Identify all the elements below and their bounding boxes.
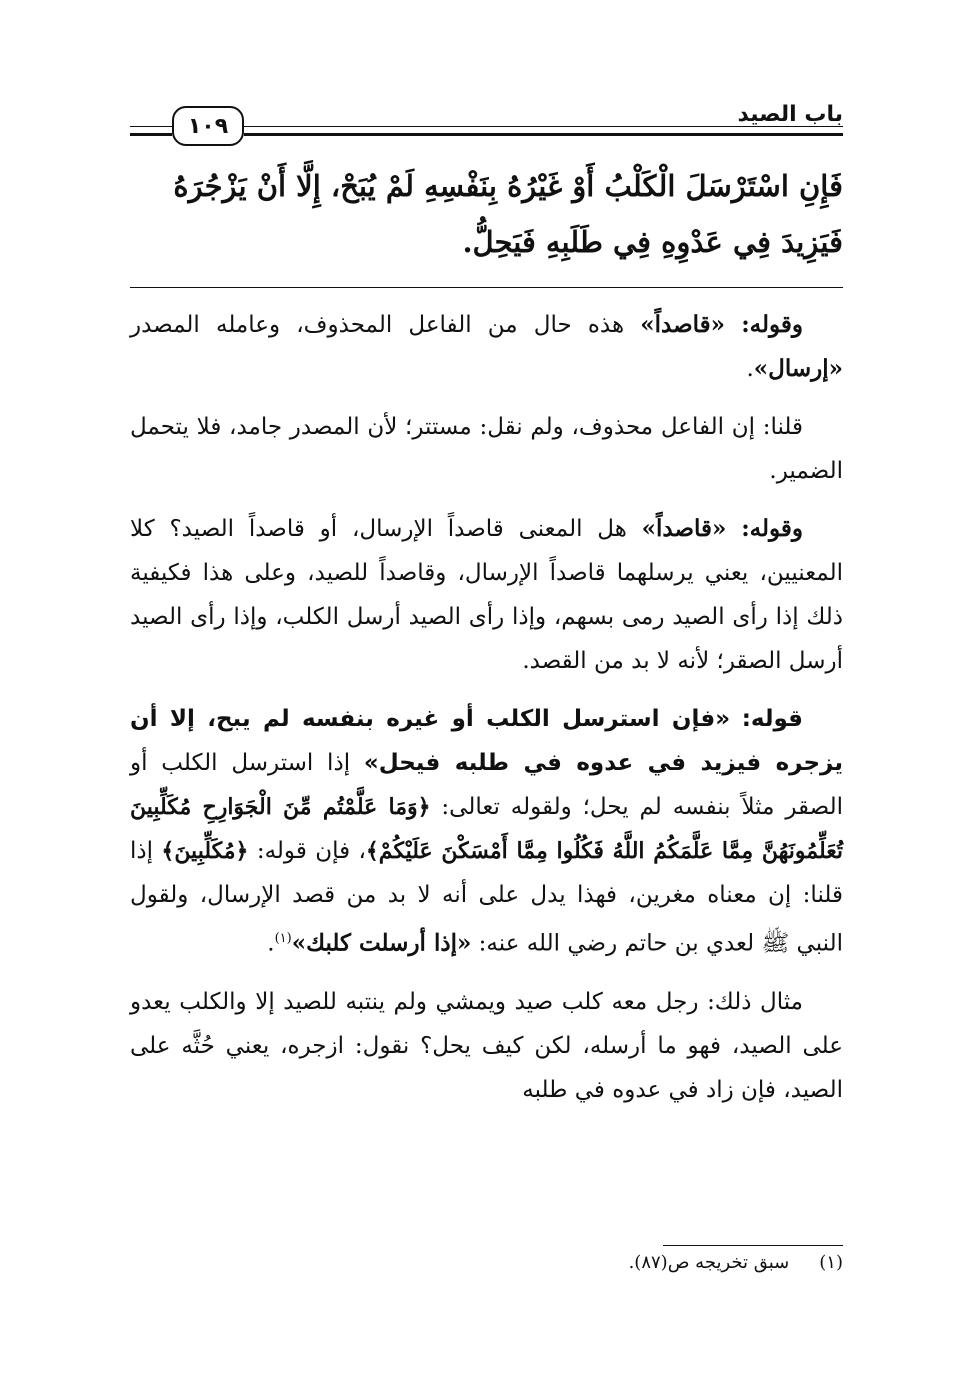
footnote-text: سبق تخريجه ص(٨٧). (628, 1252, 790, 1273)
quoted-term: «قاصداً» (640, 311, 726, 338)
keyword: وقوله: (741, 311, 803, 338)
paragraph-text: مثال ذلك: رجل معه كلب صيد ويمشي ولم ينتبه للصيد إلا والكلب يعدو على الصيد، فهو ما أرسله، لكن كيف يحل؟ نقول: ازجره، يعني حُثَّه على الصيد، فإن زاد في عدوه في طلبه (130, 988, 843, 1103)
paragraph-text: إذا استرسل الكلب أو الصقر مثلاً بنفسه لم يحل؛ ولقوله تعالى: (130, 750, 844, 820)
footnote-rule (663, 1245, 843, 1246)
paragraph-text: إذا قلنا: إن معناه مغرين، فهذا يدل على أنه لا بد من قصد الإرسال، ولقول النبي ﷺ لعدي بن حاتم رضي الله عنه: (130, 838, 843, 957)
paragraph-text: هل المعنى قاصداً الإرسال، أو قاصداً الصيد؟ كلا المعنيين، يعني يرسلهما قاصداً الإرسال، وقاصداً للصيد، وعلى هذا فكيفية ذلك إذا رأى الصيد رمى بسهم، وإذا رأى الصيد أرسل الكلب، وإذا رأى الصيد أرسل الصقر؛ لأنه لا بد من القصد. (130, 516, 843, 674)
footnote-number: (١) (819, 1252, 843, 1273)
quoted-matn: «فإن استرسل الكلب أو غيره بنفسه لم يبح، إلا أن يزجره فيزيد في عدوه في طلبه فيحل» (130, 706, 843, 776)
paragraph-1 (130, 303, 843, 391)
paragraph-5 (130, 980, 843, 1112)
paragraph-3 (130, 507, 843, 683)
paragraph-text: . (267, 930, 275, 957)
quoted-term: «إرسال» (753, 355, 843, 382)
footnote (629, 1252, 843, 1273)
paragraph-2 (130, 405, 843, 493)
page-number: ١٠٩ (172, 106, 244, 146)
matn-separator (130, 287, 843, 288)
header-rule-bottom (244, 133, 843, 136)
header-rule-left-bottom (130, 133, 172, 136)
quoted-term: «قاصداً» (641, 515, 727, 542)
matn-line-2: فَيَزِيدَ فِي عَدْوِهِ فِي طَلَبِهِ فَيَحِلُّ. (462, 225, 843, 259)
commentary-body (130, 303, 843, 1126)
footnote-ref[interactable]: (١) (274, 931, 292, 946)
paragraph-text: هذه حال من الفاعل المحذوف، وعامله المصدر (130, 312, 641, 338)
hadith-quote: «إذا أرسلت كلبك» (291, 929, 472, 957)
matn-text (130, 158, 843, 270)
keyword: قوله: (741, 706, 803, 732)
paragraph-text: قلنا: إن الفاعل محذوف، ولم نقل: مستتر؛ لأن المصدر جامد، فلا يتحمل الضمير. (130, 414, 843, 484)
header-rule-top (244, 126, 843, 127)
quran-verse: ﴿وَمَا عَلَّمْتُم مِّنَ الْجَوَارِحِ مُكَلِّبِينَ تُعَلِّمُونَهُنَّ مِمَّا عَلَّمَكُمُ اللَّهُ فَكُلُوا مِمَّا أَمْسَكْنَ عَلَيْكُمْ﴾ (130, 794, 843, 864)
header-rule-left-top (130, 126, 172, 127)
paragraph-4 (130, 697, 843, 966)
paragraph-text: . (746, 356, 754, 382)
quran-word: ﴿مُكَلِّبِينَ﴾ (161, 838, 249, 864)
keyword: وقوله: (741, 515, 803, 542)
paragraph-text: ، فإن قوله: (248, 838, 366, 864)
chapter-title: باب الصيد (737, 102, 843, 127)
matn-line-1: فَإِنِ اسْتَرْسَلَ الْكَلْبُ أَوْ غَيْرُهُ بِنَفْسِهِ لَمْ يُبَحْ، إِلَّا أَنْ يَزْجُرَهُ (173, 169, 843, 203)
